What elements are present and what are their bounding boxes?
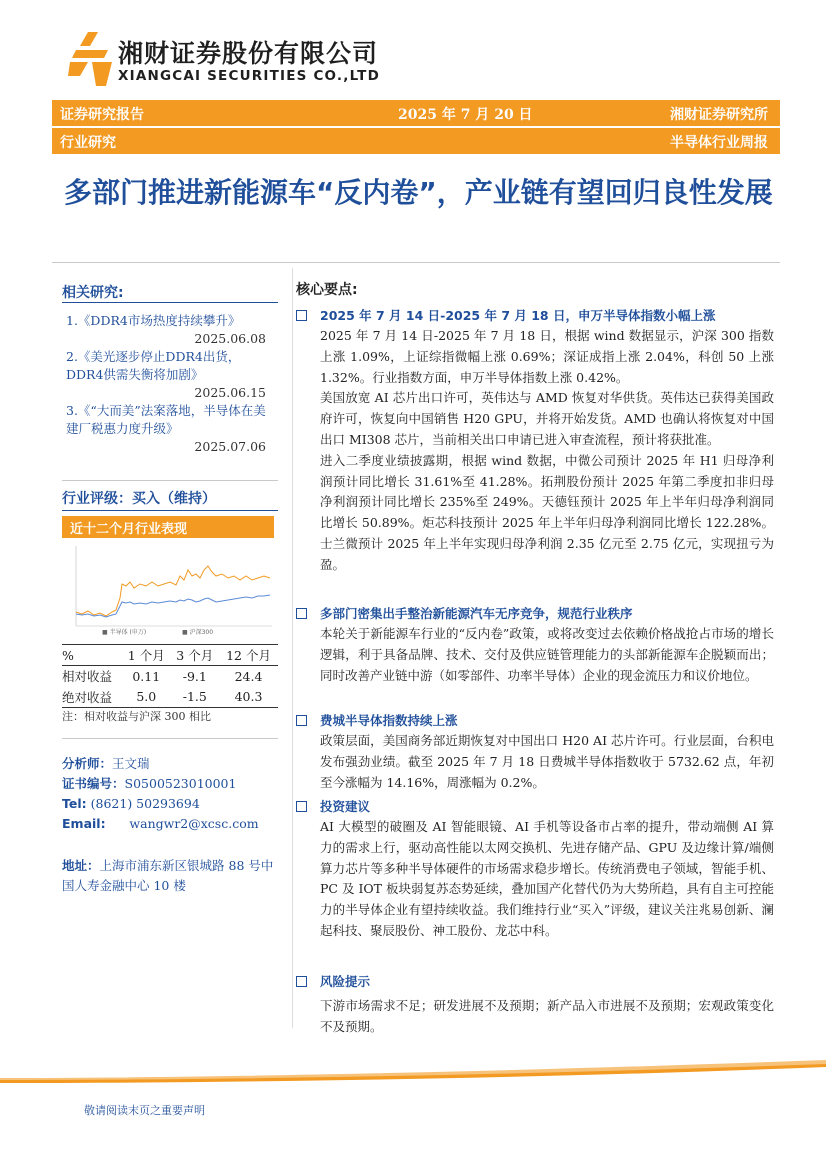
header-bar-bottom bbox=[52, 128, 780, 154]
table-header: 12 个月 bbox=[226, 648, 271, 663]
rating-divider bbox=[62, 480, 278, 481]
report-title: 多部门推进新能源车“反内卷”，产业链有望回归良性发展 bbox=[64, 176, 773, 209]
related-item-date: 2025.06.08 bbox=[194, 331, 266, 346]
section-heading bbox=[296, 604, 774, 624]
table-cell: 24.4 bbox=[234, 668, 263, 684]
email-label: Email: bbox=[62, 816, 106, 831]
analyst-name: 王文瑞 bbox=[112, 756, 150, 771]
checkbox-bullet-icon bbox=[296, 310, 307, 321]
section-investment bbox=[296, 797, 774, 942]
report-type: 证券研究报告 bbox=[60, 107, 144, 123]
related-divider bbox=[62, 302, 278, 303]
section-paragraph: 本轮关于新能源车行业的“反内卷”政策，或将改变过去依赖价格战抢占市场的增长逻辑，利于具备品牌、技术、交付及供应链管理能力的头部新能源车企脱颖而出；同时改善产业链中游（如零部件、功率半导体）企业的现金流压力和议价地位。 bbox=[320, 626, 774, 683]
table-cell: 相对收益 bbox=[62, 669, 113, 685]
related-item[interactable] bbox=[66, 348, 266, 402]
section-heading-text: 风险提示 bbox=[320, 974, 371, 989]
address-label: 地址： bbox=[62, 858, 100, 873]
table-header-row bbox=[62, 645, 278, 666]
core-points-heading: 核心要点: bbox=[296, 282, 358, 298]
disclaimer-notice[interactable]: 敬请阅读末页之重要声明 bbox=[84, 1104, 205, 1117]
chart-series-csi300 bbox=[76, 595, 270, 617]
section-heading-text: 费城半导体指数持续上涨 bbox=[320, 713, 458, 728]
report-series: 半导体行业周报 bbox=[670, 135, 768, 151]
logo-text-en: XIANGCAI SECURITIES CO.,LTD bbox=[118, 68, 380, 84]
section-heading bbox=[296, 972, 774, 992]
logo-mark-icon bbox=[68, 30, 112, 88]
section-risk bbox=[296, 972, 774, 1038]
cert-label: 证书编号： bbox=[62, 776, 125, 791]
table-header: 3 个月 bbox=[176, 648, 214, 663]
section-heading bbox=[296, 797, 774, 817]
section-paragraph: 下游市场需求不足；研发进展不及预期；新产品入市进展不及预期；宏观政策变化不及预期。 bbox=[320, 998, 774, 1034]
table-cell: 0.11 bbox=[132, 668, 161, 684]
chart-legend-semiconductor: ■ 半导体 (申万) bbox=[102, 629, 147, 636]
tel-label: Tel: bbox=[62, 796, 87, 811]
email-value[interactable]: wangwr2@xcsc.com bbox=[129, 816, 259, 831]
related-item-date: 2025.06.15 bbox=[194, 385, 266, 400]
analyst-label: 分析师： bbox=[62, 756, 113, 771]
cert-value: S0500523010001 bbox=[124, 776, 237, 791]
section-market bbox=[296, 306, 774, 576]
column-divider bbox=[292, 268, 293, 1028]
section-nev-policy bbox=[296, 604, 774, 686]
performance-table bbox=[62, 644, 278, 708]
footer-decoration bbox=[0, 1058, 826, 1084]
section-heading-text: 2025 年 7 月 14 日-2025 年 7 月 18 日，申万半导体指数小幅上涨 bbox=[320, 308, 716, 323]
related-item-title[interactable]: 2.《美光逐步停止DDR4出货，DDR4供需失衡将加剧》 bbox=[66, 349, 241, 382]
section-paragraph: AI 大模型的破圈及 AI 智能眼镜、AI 手机等设备市占率的提升，带动端侧 AI 算力的需求上行，驱动高性能以太网交换机、先进存储产品、GPU 及边缘计算/端侧算力芯片等多种半导体硬件的市场需求稳步增长。传统消费电子领域，智能手机、PC 及 IOT 板块弱复苏态势延续，叠加国产化替代仍为大势所趋，具有自主可控能力的半导体企业有望持续收益。我们维持行业“买入”评级，建议关注兆易创新、澜起科技、聚辰股份、神工股份、龙芯中科。 bbox=[320, 819, 774, 938]
related-item[interactable] bbox=[66, 312, 266, 348]
table-cell: 绝对收益 bbox=[62, 689, 113, 705]
logo-text-cn: 湘财证券股份有限公司 bbox=[118, 39, 379, 68]
analyst-info bbox=[62, 754, 259, 834]
table-cell: -1.5 bbox=[182, 689, 207, 705]
checkbox-bullet-icon bbox=[296, 976, 307, 987]
table-note: 注：相对收益与沪深 300 相比 bbox=[62, 710, 211, 723]
section-heading bbox=[296, 711, 774, 731]
section-sox bbox=[296, 711, 774, 793]
section-heading bbox=[296, 306, 774, 326]
checkbox-bullet-icon bbox=[296, 801, 307, 812]
section-paragraph: 进入二季度业绩披露期，根据 wind 数据，中微公司预计 2025 年 H1 归母净利润预计同比增长 31.61%至 41.28%。拓荆股份预计 2025 年第二季度扣非归母净利润预计同比增长 235%至 249%。天德钰预计 2025 年上半年归母净利润同比增长 50.89%。炬芯科技预计 2025 年上半年归母净利润同比增长 122.28%。士兰微预计 2025 年上半年实现归母净利润 2.35 亿元至 2.75 亿元，实现扭亏为盈。 bbox=[320, 452, 774, 572]
table-header: 1 个月 bbox=[127, 648, 165, 663]
section-paragraph: 美国放宽 AI 芯片出口许可，英伟达与 AMD 恢复对华供货。英伟达已获得美国政府许可，恢复向中国销售 H20 GPU，并将开始发货。AMD 也确认将恢复对中国出口 MI308 芯片，当前相关出口申请已进入审查流程，预计将获批准。 bbox=[320, 390, 774, 447]
table-cell: 40.3 bbox=[234, 689, 263, 705]
related-item-title[interactable]: 3.《“大而美”法案落地，半导体在美建厂税惠力度升级》 bbox=[66, 403, 266, 436]
section-heading-text: 多部门密集出手整治新能源汽车无序竞争，规范行业秩序 bbox=[320, 606, 633, 621]
related-item-date: 2025.07.06 bbox=[194, 439, 266, 454]
related-research-list bbox=[66, 312, 266, 456]
checkbox-bullet-icon bbox=[296, 715, 307, 726]
rating-note: （维持） bbox=[160, 491, 216, 507]
analyst-divider bbox=[62, 738, 278, 739]
table-header: % bbox=[62, 647, 74, 663]
industry-rating bbox=[62, 488, 216, 508]
company-logo bbox=[68, 30, 388, 90]
rating-label: 行业评级： bbox=[62, 491, 132, 507]
research-category: 行业研究 bbox=[60, 135, 116, 151]
section-paragraph: 政策层面，美国商务部近期恢复对中国出口 H20 AI 芯片许可。行业层面，台积电发布强劲业绩。截至 2025 年 7 月 18 日费城半导体指数收于 5732.62 点，年初至今涨幅为 14.16%，周涨幅为 0.2%。 bbox=[320, 733, 774, 790]
performance-chart bbox=[62, 540, 274, 636]
institute-name: 湘财证券研究所 bbox=[670, 107, 768, 123]
header-bar-top bbox=[52, 100, 780, 126]
table-row bbox=[62, 687, 278, 708]
section-paragraph: 2025 年 7 月 14 日-2025 年 7 月 18 日，根据 wind 数据显示，沪深 300 指数上涨 1.09%，上证综指微幅上涨 0.69%；深证成指上涨 2.04%，科创 50 上涨 1.32%。行业指数方面，申万半导体指数上涨 0.42%。 bbox=[320, 328, 774, 385]
checkbox-bullet-icon bbox=[296, 608, 307, 619]
related-item[interactable] bbox=[66, 402, 266, 456]
section-heading-text: 投资建议 bbox=[320, 799, 371, 814]
related-item-title[interactable]: 1.《DDR4市场热度持续攀升》 bbox=[66, 313, 241, 328]
rating-underline bbox=[62, 510, 278, 511]
rating-value: 买入 bbox=[132, 491, 160, 507]
table-cell: -9.1 bbox=[182, 668, 207, 684]
performance-chart-heading: 近十二个月行业表现 bbox=[62, 516, 274, 538]
tel-value: (8621) 50293694 bbox=[90, 796, 200, 811]
chart-series-semiconductor bbox=[76, 566, 270, 616]
related-research-heading: 相关研究: bbox=[62, 285, 124, 301]
address-value: 上海市浦东新区银城路 88 号中国人寿金融中心 10 楼 bbox=[62, 858, 274, 893]
table-row bbox=[62, 666, 278, 687]
table-cell: 5.0 bbox=[136, 689, 157, 705]
chart-legend-csi300: ■ 沪深300 bbox=[182, 629, 214, 636]
title-divider bbox=[52, 262, 780, 263]
address-info bbox=[62, 856, 284, 896]
report-date: 2025 年 7 月 20 日 bbox=[398, 107, 533, 123]
